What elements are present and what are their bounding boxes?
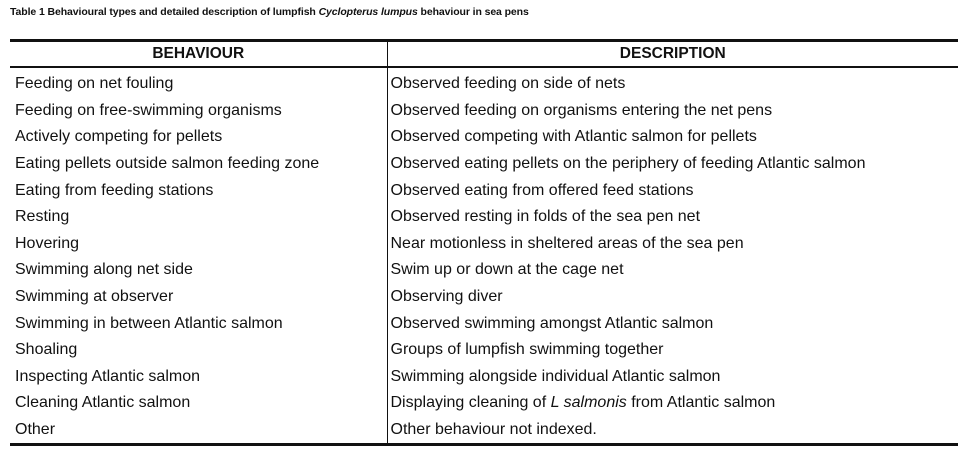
behaviour-cell: Eating from feeding stations (10, 177, 387, 204)
behaviour-cell: Shoaling (10, 337, 387, 364)
description-cell (387, 390, 958, 417)
description-cell: Observed feeding on side of nets (390, 75, 626, 93)
behaviour-cell: Feeding on free-swimming organisms (10, 98, 387, 125)
behaviour-table-container (10, 39, 958, 446)
description-cell: Observed resting in folds of the sea pen net (390, 208, 701, 226)
table-row (10, 257, 958, 284)
behaviour-cell: Swimming along net side (10, 257, 387, 284)
behaviour-cell: Swimming in between Atlantic salmon (10, 310, 387, 337)
table-caption (10, 6, 529, 18)
caption-species: Cyclopterus lumpus (318, 6, 418, 18)
behaviour-cell: Actively competing for pellets (10, 124, 387, 151)
table-row (10, 151, 958, 178)
header-description: DESCRIPTION (387, 41, 958, 68)
description-cell: Observed feeding on organisms entering the net pens (390, 101, 773, 119)
description-cell: Observed eating from offered feed stations (390, 181, 694, 199)
table-row (10, 204, 958, 231)
description-cell: Observed competing with Atlantic salmon for pellets (390, 128, 757, 146)
behaviour-table (10, 39, 958, 446)
behaviour-cell: Resting (10, 204, 387, 231)
description-cell: Other behaviour not indexed. (387, 417, 958, 445)
description-cell: Swimming alongside individual Atlantic salmon (390, 367, 721, 385)
header-behaviour: BEHAVIOUR (10, 41, 387, 68)
table-row (10, 231, 958, 258)
table-row (10, 390, 958, 417)
table-row (10, 177, 958, 204)
table-row (10, 124, 958, 151)
caption-suffix: behaviour in sea pens (417, 6, 529, 18)
behaviour-cell: Swimming at observer (10, 284, 387, 311)
description-cell: Observed swimming amongst Atlantic salmon (390, 314, 714, 332)
table-row (10, 310, 958, 337)
description-cell: Swim up or down at the cage net (390, 261, 624, 279)
behaviour-cell: Eating pellets outside salmon feeding zone (10, 151, 387, 178)
species-name: L salmonis (550, 394, 627, 412)
description-prefix: Displaying cleaning of (390, 394, 551, 412)
behaviour-cell: Feeding on net fouling (10, 67, 387, 98)
description-suffix: from Atlantic salmon (626, 394, 776, 412)
table-row (10, 337, 958, 364)
behaviour-cell: Other (10, 417, 387, 445)
description-cell: Near motionless in sheltered areas of the sea pen (390, 234, 744, 252)
caption-prefix: Table 1 Behavioural types and detailed description of lumpfish (10, 6, 319, 18)
table-row (10, 417, 958, 445)
table-row (10, 98, 958, 125)
description-cell: Groups of lumpfish swimming together (390, 341, 664, 359)
table-row (10, 67, 958, 98)
behaviour-cell: Hovering (10, 231, 387, 258)
behaviour-cell: Inspecting Atlantic salmon (10, 364, 387, 391)
description-cell: Observed eating pellets on the periphery of feeding Atlantic salmon (390, 155, 866, 173)
behaviour-cell: Cleaning Atlantic salmon (10, 390, 387, 417)
table-row (10, 364, 958, 391)
table-header-row (10, 41, 958, 68)
table-row (10, 284, 958, 311)
description-cell: Observing diver (390, 288, 503, 306)
